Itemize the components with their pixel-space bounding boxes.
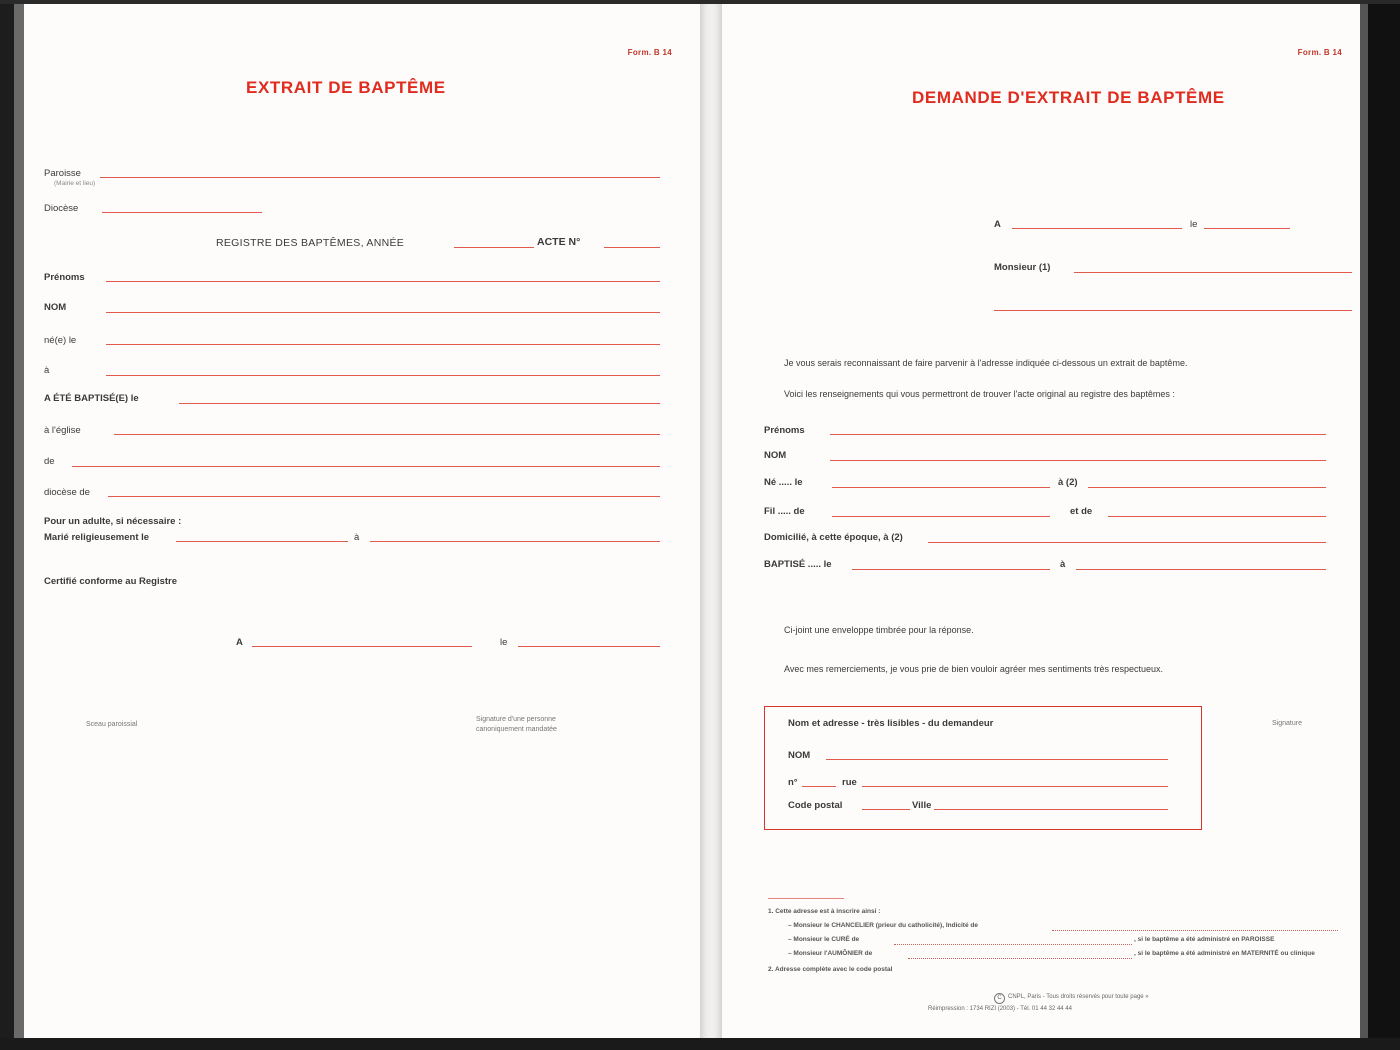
label-right-ne-le: Né ..... le bbox=[764, 477, 803, 488]
field-marie-le-line[interactable] bbox=[176, 541, 348, 542]
label-fils-de: Fil ..... de bbox=[764, 506, 805, 517]
label-lieu-a: A bbox=[236, 637, 243, 648]
footnote-1a: – Monsieur le CHANCELIER (prieur du catholicité), Indicité de bbox=[788, 922, 978, 929]
footnote-1c: – Monsieur l'AUMÔNIER de bbox=[788, 950, 873, 957]
field-ne-le-line[interactable] bbox=[106, 344, 660, 345]
label-requester-numero: n° bbox=[788, 777, 798, 788]
scan-edge-left bbox=[0, 0, 14, 1050]
label-diocese-de: diocèse de bbox=[44, 487, 90, 498]
label-acte-numero: ACTE N° bbox=[537, 236, 581, 248]
field-monsieur-line-2[interactable] bbox=[994, 310, 1352, 311]
footnote-1c-line[interactable] bbox=[908, 957, 1132, 959]
left-form-code: Form. B 14 bbox=[627, 48, 672, 57]
label-right-prenoms: Prénoms bbox=[764, 425, 805, 436]
footnote-divider bbox=[768, 898, 844, 899]
label-requester-rue: rue bbox=[842, 777, 857, 788]
label-signature-1: Signature d'une personne bbox=[476, 716, 556, 723]
label-right-nom: NOM bbox=[764, 450, 787, 461]
field-paroisse-line[interactable] bbox=[100, 177, 660, 178]
field-diocese-de-line[interactable] bbox=[108, 496, 660, 497]
footnote-1b: – Monsieur le CURÉ de bbox=[788, 936, 860, 943]
field-right-prenoms-line[interactable] bbox=[830, 434, 1326, 435]
label-prenoms: Prénoms bbox=[44, 272, 85, 283]
field-right-nom-line[interactable] bbox=[830, 460, 1326, 461]
paragraph-info: Voici les renseignements qui vous permettront de trouver l'acte original au registre des baptêmes : bbox=[784, 389, 1175, 399]
label-paroisse: Paroisse bbox=[44, 168, 81, 179]
scan-edge-top bbox=[0, 0, 1400, 4]
field-right-ne-le-line[interactable] bbox=[832, 487, 1050, 488]
footnote-1b-line[interactable] bbox=[894, 943, 1132, 945]
field-eglise-de-line[interactable] bbox=[72, 466, 660, 467]
field-domicilie-line[interactable] bbox=[928, 542, 1326, 543]
field-fils-de-line[interactable] bbox=[832, 516, 1050, 517]
label-et-de: et de bbox=[1070, 506, 1093, 517]
field-et-de-line[interactable] bbox=[1108, 516, 1326, 517]
left-page-title: EXTRAIT DE BAPTÊME bbox=[246, 78, 446, 97]
label-sceau: Sceau paroissial bbox=[86, 721, 138, 728]
field-baptise-line[interactable] bbox=[852, 569, 1050, 570]
field-acte-numero-line[interactable] bbox=[604, 247, 660, 248]
label-marie-a: à bbox=[354, 532, 360, 543]
reference-text: Réimpression : 1734 RIZI (2003) - Tél. 01 44 32 44 44 bbox=[928, 1006, 1072, 1012]
label-right-lieu-a: A bbox=[994, 219, 1001, 230]
paragraph-request: Je vous serais reconnaissant de faire parvenir à l'adresse indiquée ci-dessous un extrait de baptême. bbox=[784, 358, 1188, 368]
footnote-2: 2. Adresse complète avec le code postal bbox=[768, 966, 893, 973]
footnote-1c-tail: , si le baptême a été administré en MATERNITÉ ou clinique bbox=[1134, 950, 1315, 957]
field-marie-a-line[interactable] bbox=[370, 541, 660, 542]
scan-edge-right bbox=[1368, 0, 1400, 1050]
label-baptise-le: A ÉTÉ BAPTISÉ(E) le bbox=[44, 393, 139, 404]
label-date-le: le bbox=[500, 637, 508, 648]
page-gutter bbox=[700, 0, 722, 1050]
label-right-date-le: le bbox=[1190, 219, 1198, 230]
label-marie-le: Marié religieusement le bbox=[44, 532, 150, 543]
right-page bbox=[722, 0, 1368, 1050]
label-right-ne-a: à (2) bbox=[1058, 477, 1078, 488]
label-right-signature: Signature bbox=[1272, 720, 1302, 727]
label-ne-le: né(e) le bbox=[44, 335, 77, 346]
label-domicilie: Domicilié, à cette époque, à (2) bbox=[764, 532, 903, 543]
field-requester-ville-line[interactable] bbox=[934, 809, 1168, 810]
paragraph-envelope: Ci-joint une enveloppe timbrée pour la réponse. bbox=[784, 625, 974, 635]
label-registre: REGISTRE DES BAPTÊMES, ANNÉE bbox=[216, 237, 405, 249]
field-baptise-le-line[interactable] bbox=[179, 403, 660, 404]
left-page bbox=[24, 0, 700, 1050]
label-certifie: Certifié conforme au Registre bbox=[44, 576, 178, 587]
footnote-1a-line[interactable] bbox=[1052, 929, 1338, 931]
field-lieu-line[interactable] bbox=[252, 646, 472, 647]
copyright-text: CNPL, Paris - Tous droits réservés pour toute page » bbox=[1008, 994, 1149, 1000]
right-page-title: DEMANDE D'EXTRAIT DE BAPTÊME bbox=[912, 88, 1225, 107]
field-right-ne-a-line[interactable] bbox=[1088, 487, 1326, 488]
label-paroisse-sub: (Mairie et lieu) bbox=[54, 180, 96, 187]
copyright-icon: C bbox=[994, 993, 1005, 1004]
label-requester-nom: NOM bbox=[788, 750, 811, 761]
label-nom: NOM bbox=[44, 302, 67, 313]
field-requester-rue-line[interactable] bbox=[862, 786, 1168, 787]
field-a-eglise-line[interactable] bbox=[114, 434, 660, 435]
label-monsieur: Monsieur (1) bbox=[994, 262, 1051, 273]
label-ne-a: à bbox=[44, 365, 50, 376]
field-date-line[interactable] bbox=[518, 646, 660, 647]
label-baptise-a: à bbox=[1060, 559, 1066, 570]
field-right-lieu-line[interactable] bbox=[1012, 228, 1182, 229]
label-eglise-de: de bbox=[44, 456, 55, 467]
label-requester-ville: Ville bbox=[912, 800, 932, 811]
right-form-code: Form. B 14 bbox=[1297, 48, 1342, 57]
field-ne-a-line[interactable] bbox=[106, 375, 660, 376]
field-prenoms-line[interactable] bbox=[106, 281, 660, 282]
label-adulte-note: Pour un adulte, si nécessaire : bbox=[44, 516, 182, 527]
field-nom-line[interactable] bbox=[106, 312, 660, 313]
scan-edge-left-inner bbox=[14, 0, 24, 1050]
field-baptise-a-line[interactable] bbox=[1076, 569, 1326, 570]
footnote-1b-tail: , si le baptême a été administré en PAROISSE bbox=[1134, 936, 1275, 943]
label-requester-heading: Nom et adresse - très lisibles - du demandeur bbox=[788, 718, 994, 729]
scan-edge-bottom bbox=[0, 1038, 1400, 1050]
paragraph-closing: Avec mes remerciements, je vous prie de bien vouloir agréer mes sentiments très respectueux. bbox=[784, 664, 1164, 674]
label-signature-2: canoniquement mandatée bbox=[476, 726, 557, 733]
field-annee-line[interactable] bbox=[454, 247, 534, 248]
field-requester-code-postal-line[interactable] bbox=[862, 809, 910, 810]
field-requester-numero-line[interactable] bbox=[802, 786, 836, 787]
scan-edge-right-inner bbox=[1360, 0, 1368, 1050]
label-requester-code-postal: Code postal bbox=[788, 800, 843, 811]
footnote-1: 1. Cette adresse est à inscrire ainsi : bbox=[768, 908, 881, 915]
field-monsieur-line-1[interactable] bbox=[1074, 272, 1352, 273]
field-diocese-line[interactable] bbox=[102, 212, 262, 213]
label-baptise: BAPTISÉ ..... le bbox=[764, 559, 832, 570]
field-requester-nom-line[interactable] bbox=[826, 759, 1168, 760]
label-diocese: Diocèse bbox=[44, 203, 79, 214]
field-right-date-line[interactable] bbox=[1204, 228, 1290, 229]
label-a-eglise: à l'église bbox=[44, 425, 81, 436]
